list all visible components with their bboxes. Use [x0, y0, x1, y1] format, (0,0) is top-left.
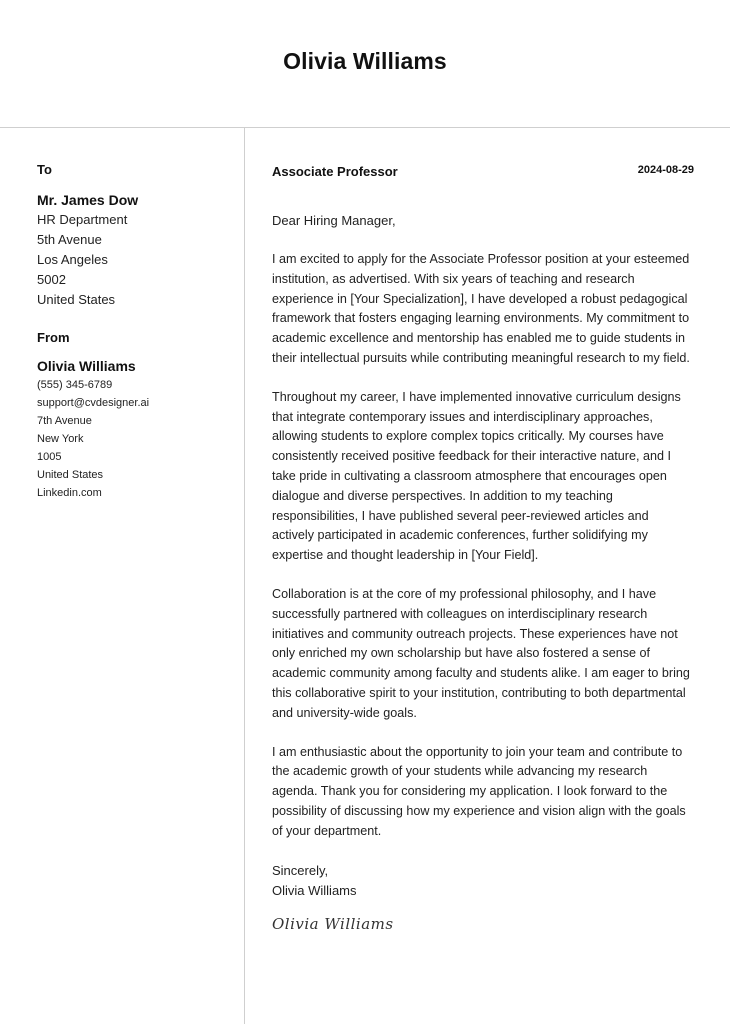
header-divider — [0, 127, 730, 128]
paragraph: I am enthusiastic about the opportunity to join your team and contribute to the academic growth of your students while advancing my research agenda. Thank you for considering my application. I look forward to the possibility of discussing how my experience and vision align with the goals of your department. — [272, 744, 686, 838]
to-heading: To — [37, 162, 52, 177]
closing-name: Olivia Williams — [272, 882, 357, 898]
paragraph: Collaboration is at the core of my professional philosophy, and I have successfully partnered with colleagues on interdisciplinary research initiatives and community outreach projects. These experiences have not only enriched my own scholarship but have also fostered a sense of academic community among faculty and students alike. I am eager to bring this collaborative spirit to your institution, contributing to both departmental and university-wide goals. — [272, 586, 690, 720]
recipient-country: United States — [37, 292, 116, 307]
recipient-zip: 5002 — [37, 272, 66, 287]
salutation: Dear Hiring Manager, — [272, 213, 396, 228]
paragraph: I am excited to apply for the Associate Professor position at your esteemed institution, as advertised. With six years of teaching and research experience in [Your Specialization], I have developed a robust pedagogical framework that fosters engaging learning environments. My commitment to academic excellence and mentorship has enabled me to guide students in their intellectual pursuits while contributing meaningful research to my field. — [272, 252, 690, 365]
position-title: Associate Professor — [272, 164, 398, 179]
recipient-department: HR Department — [37, 212, 128, 227]
recipient-name: Mr. James Dow — [37, 192, 139, 208]
letter-date: 2024-08-29 — [637, 164, 694, 176]
sender-country: United States — [37, 469, 104, 481]
page-header — [0, 0, 730, 127]
recipient-city: Los Angeles — [37, 252, 108, 267]
column-divider — [244, 127, 245, 1024]
letter-header — [272, 160, 694, 186]
sender-phone: (555) 345-6789 — [37, 379, 113, 391]
signature: Olivia Williams — [272, 914, 394, 933]
sender-email: support@cvdesigner.ai — [37, 397, 150, 409]
applicant-name: Olivia Williams — [283, 48, 447, 74]
sender-city: New York — [37, 433, 84, 445]
paragraph: Throughout my career, I have implemented innovative curriculum designs that integrate contemporary issues and interdisciplinary approaches, allowing students to explore complex topics critically. My courses have consistently received positive feedback for their interactive nature, and I take pride in cultivating a classroom atmosphere that encourages open dialogue and diverse perspectives. In addition to my teaching responsibilities, I have published several peer-reviewed articles and actively participated in academic conferences, further solidifying my expertise and thought leadership in [Your Field]. — [272, 389, 681, 563]
recipient-street: 5th Avenue — [37, 232, 102, 247]
sidebar — [37, 160, 237, 502]
sender-name: Olivia Williams — [37, 358, 136, 374]
from-heading: From — [37, 330, 70, 345]
closing-word: Sincerely, — [272, 862, 329, 878]
letter-body — [272, 160, 694, 933]
sender-linkedin: Linkedin.com — [37, 487, 102, 499]
sender-street: 7th Avenue — [37, 415, 92, 427]
closing-block — [272, 861, 694, 901]
sender-zip: 1005 — [37, 451, 62, 463]
